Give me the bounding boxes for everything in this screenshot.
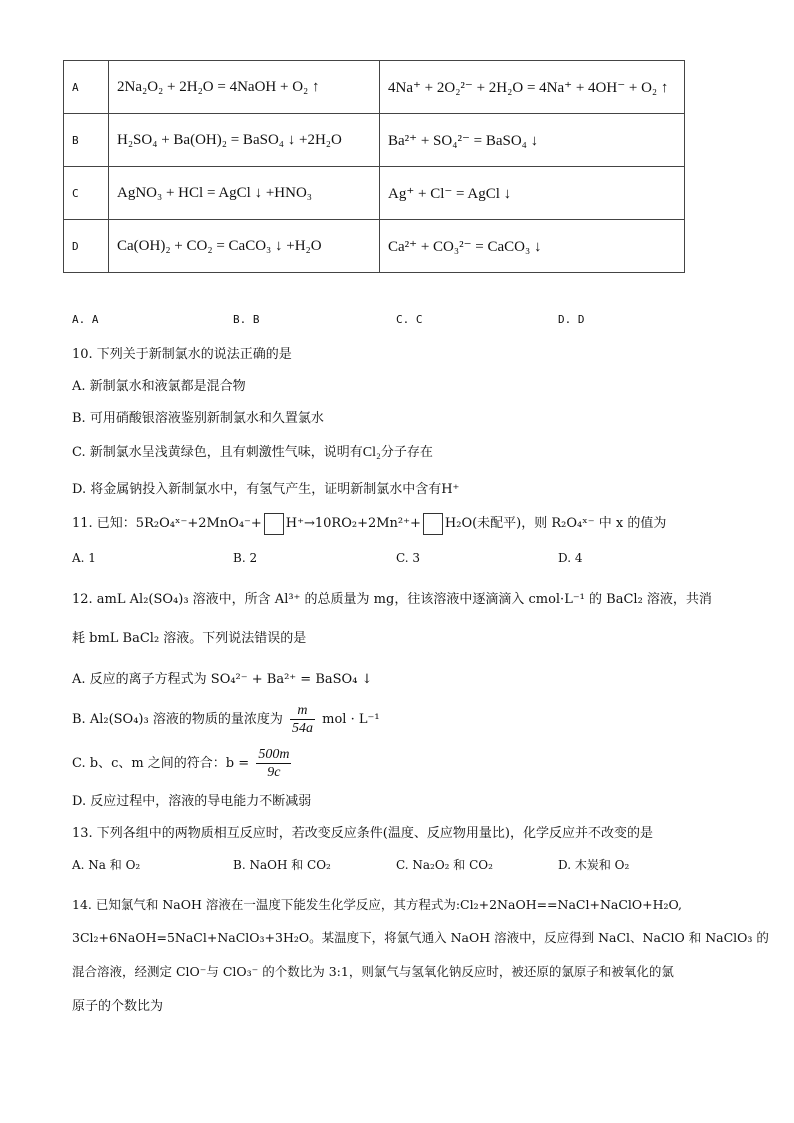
chlorine-formula: Cl₂ — [362, 445, 381, 460]
fraction-denominator: 9c — [267, 765, 281, 780]
fraction-numerator: m — [290, 702, 315, 720]
fraction — [256, 746, 291, 781]
ionic-equation: Ba²⁺ + SO₄²⁻ = BaSO₄ ↓ — [380, 114, 685, 167]
q12-stem-line2: 耗 bmL BaCl₂ 溶液。下列说法错误的是 — [72, 631, 307, 646]
chemical-equation: H₂SO₄ + Ba(OH)₂ = BaSO₄ ↓ +2H₂O — [109, 114, 380, 167]
q11-stem-part3: H₂O(未配平)，则 R₂O₄ˣ⁻ 中 x 的值为 — [444, 516, 667, 531]
row-label: C — [64, 167, 109, 220]
ionic-equation: Ag⁺ + Cl⁻ = AgCl ↓ — [380, 167, 685, 220]
row-label: A — [64, 61, 109, 114]
q11-option-d: D. 4 — [558, 551, 583, 565]
table-row — [64, 61, 685, 114]
fraction-numerator: 500m — [258, 747, 290, 762]
blank-box — [264, 513, 284, 535]
fraction — [290, 702, 315, 737]
blank-box — [423, 513, 443, 535]
q12-option-c — [72, 746, 294, 781]
q10-option-c-tail: 分子存在 — [380, 445, 433, 460]
row-label: B — [64, 114, 109, 167]
q9-option-a: A. A — [72, 313, 99, 326]
q11-stem — [72, 512, 666, 535]
q11-stem-part1: 11. 已知：5R₂O₄ˣ⁻+2MnO₄⁻+ — [72, 516, 262, 531]
q11-stem-part2: H⁺→10RO₂+2Mn²⁺+ — [285, 516, 421, 531]
q13-option-c: C. Na₂O₂ 和 CO₂ — [396, 858, 493, 872]
q10-stem: 10. 下列关于新制氯水的说法正确的是 — [72, 347, 292, 362]
q14-line1: 14. 已知氯气和 NaOH 溶液在一温度下能发生化学反应，其方程式为:Cl₂+2NaOH==NaCl+NaClO+H₂O, — [72, 897, 683, 912]
q12-option-b-text: B. Al₂(SO₄)₃ 溶液的物质的量浓度为 — [72, 712, 283, 727]
q12-option-d: D. 反应过程中，溶液的导电能力不断减弱 — [72, 794, 312, 809]
q13-option-a: A. Na 和 O₂ — [72, 858, 141, 872]
q9-option-c: C. C — [396, 313, 423, 326]
q11-option-b: B. 2 — [233, 551, 258, 565]
q11-option-c: C. 3 — [396, 551, 421, 565]
unit: mol · L⁻¹ — [322, 712, 380, 727]
equation-table — [63, 60, 685, 273]
q12-stem-line1: 12. amL Al₂(SO₄)₃ 溶液中，所含 Al³⁺ 的总质量为 mg，往该溶液中逐滴滴入 cmol·L⁻¹ 的 BaCl₂ 溶液，共消 — [72, 592, 712, 607]
q9-option-d: D. D — [558, 313, 585, 326]
q14-line2: 3Cl₂+6NaOH=5NaCl+NaClO₃+3H₂O。某温度下，将氯气通入 NaOH 溶液中，反应得到 NaCl、NaClO 和 NaClO₃ 的 — [72, 930, 769, 945]
q10-option-a: A. 新制氯水和液氯都是混合物 — [72, 379, 246, 394]
q12-option-b — [72, 702, 380, 737]
q13-option-b: B. NaOH 和 CO₂ — [233, 858, 331, 872]
q12-option-a: A. 反应的离子方程式为 SO₄²⁻ + Ba²⁺ = BaSO₄ ↓ — [72, 672, 373, 687]
q10-option-b: B. 可用硝酸银溶液鉴别新制氯水和久置氯水 — [72, 411, 324, 426]
q14-line4: 原子的个数比为 — [72, 999, 164, 1014]
table-row — [64, 220, 685, 273]
chemical-equation: Ca(OH)₂ + CO₂ = CaCO₃ ↓ +H₂O — [109, 220, 380, 273]
q9-option-b: B. B — [233, 313, 260, 326]
q10-option-d: D. 将金属钠投入新制氯水中，有氢气产生，证明新制氯水中含有H⁺ — [72, 482, 460, 497]
table-row — [64, 114, 685, 167]
q10-option-c — [72, 441, 433, 461]
q14-line3: 混合溶液，经测定 ClO⁻与 ClO₃⁻ 的个数比为 3:1，则氯气与氢氧化钠反应时，被还原的氯原子和被氧化的氯 — [72, 964, 674, 979]
q13-stem: 13. 下列各组中的两物质相互反应时，若改变反应条件(温度、反应物用量比)，化学反应并不改变的是 — [72, 826, 653, 841]
q12-option-c-text: C. b、c、m 之间的符合：b = — [72, 756, 250, 771]
table-row — [64, 167, 685, 220]
q13-option-d: D. 木炭和 O₂ — [558, 858, 630, 872]
fraction-denominator: 54a — [291, 721, 313, 736]
ionic-equation: 4Na⁺ + 2O₂²⁻ + 2H₂O = 4Na⁺ + 4OH⁻ + O₂ ↑ — [380, 61, 685, 114]
q11-option-a: A. 1 — [72, 551, 96, 565]
chemical-equation: 2Na₂O₂ + 2H₂O = 4NaOH + O₂ ↑ — [109, 61, 380, 114]
chemical-equation: AgNO₃ + HCl = AgCl ↓ +HNO₃ — [109, 167, 380, 220]
q10-option-c-text: C. 新制氯水呈浅黄绿色，且有刺激性气味，说明有 — [72, 445, 363, 460]
row-label: D — [64, 220, 109, 273]
ionic-equation: Ca²⁺ + CO₃²⁻ = CaCO₃ ↓ — [380, 220, 685, 273]
